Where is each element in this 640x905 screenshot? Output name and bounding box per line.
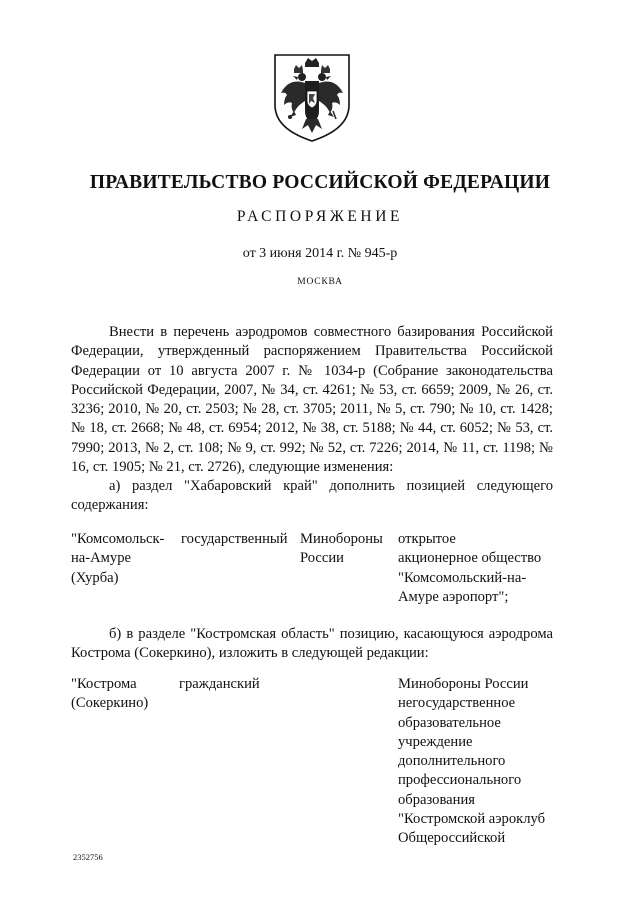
table-b-aerodrome: "Кострома (Сокеркино) bbox=[71, 676, 149, 712]
item-b-paragraph: б) в разделе "Костромская область" позицию, касающуюся аэродрома Кострома (Сокеркино), изложить в следующей редакции: bbox=[71, 626, 553, 662]
document-city: МОСКВА bbox=[297, 277, 343, 287]
document-date-number: от 3 июня 2014 г. № 945-р bbox=[242, 246, 398, 261]
table-a-aerodrome: "Комсомольск- на-Амуре (Хурба) bbox=[71, 531, 165, 586]
table-a-status: государственный bbox=[181, 531, 288, 547]
coat-of-arms-emblem bbox=[272, 53, 352, 143]
item-a-paragraph: а) раздел "Хабаровский край" дополнить позицией следующего содержания: bbox=[71, 478, 553, 514]
document-type: РАСПОРЯЖЕНИЕ bbox=[236, 208, 404, 225]
table-a-operator: открытое акционерное общество "Комсомольский-на- Амуре аэропорт"; bbox=[398, 531, 542, 605]
intro-paragraph: Внести в перечень аэродромов совместного базирования Российской Федерации, утвержденный распоряжением Правительства Российской Федерации от 10 августа 2007 г. № 1034-р (Собрание законодательства Российской Федерации, 2007, № 34, ст. 4261; № 53, ст. 6659; 2009, № 26, ст. 3236; 2010, № 20, ст. 2503; № 28, ст. 3705; 2011, № 5, ст. 790; № 10, ст. 1428; № 18, ст. 2668; № 48, ст. 6954; 2012, № 38, ст. 5188; № 44, ст. 6052; № 53, ст. 7990; 2013, № 2, ст. 108; № 9, ст. 992; № 52, ст. 7226; 2014, № 11, ст. 1198; № 16, ст. 1905; № 21, ст. 2726), следующие изменения: bbox=[71, 324, 553, 475]
document-body bbox=[71, 323, 553, 516]
government-title: ПРАВИТЕЛЬСТВО РОССИЙСКОЙ ФЕДЕРАЦИИ bbox=[89, 172, 551, 193]
table-b-operator: Минобороны России негосударственное образовательное учреждение дополнительного профессионального образования "Костромской аэроклуб Общероссийской bbox=[398, 676, 546, 846]
table-a-ministry: Минобороны России bbox=[300, 531, 383, 567]
document-code: 2352756 bbox=[73, 852, 103, 862]
table-b-status: гражданский bbox=[179, 676, 260, 692]
